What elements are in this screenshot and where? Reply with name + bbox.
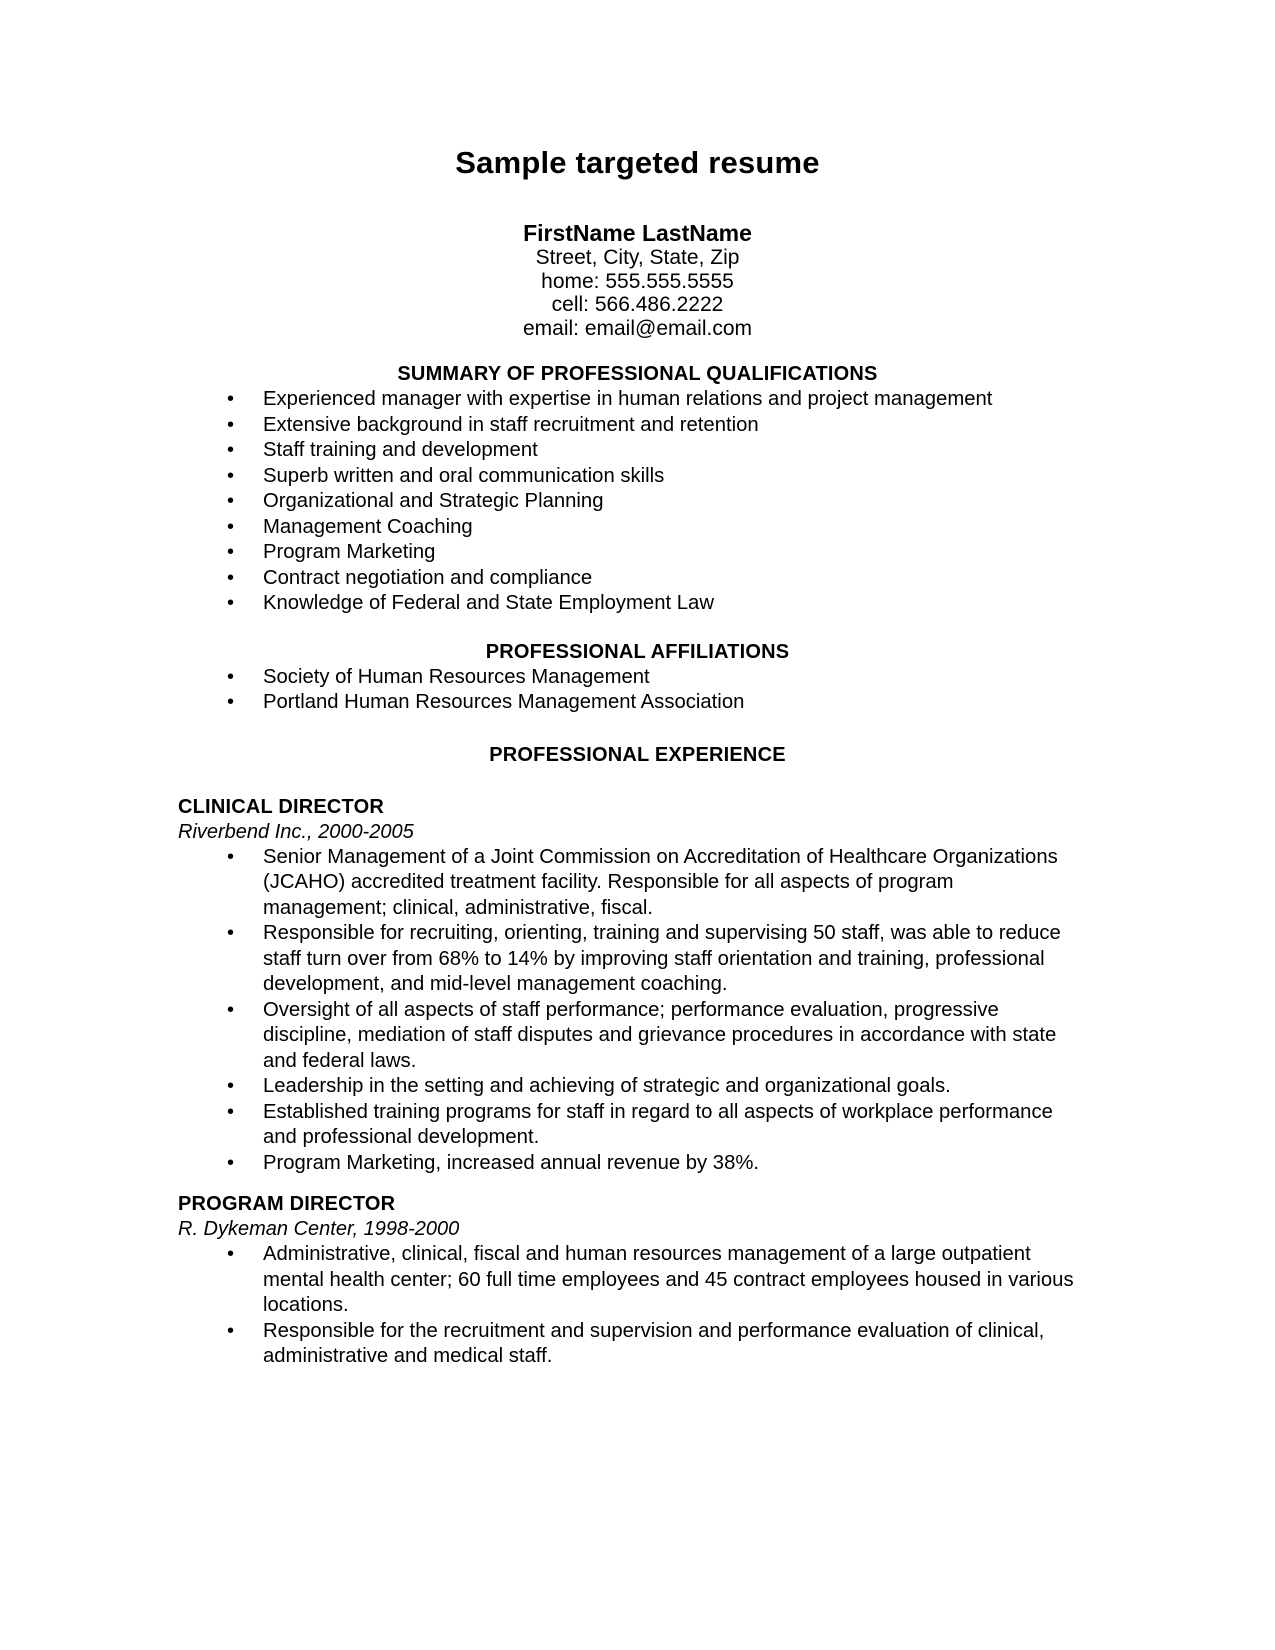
bullet-icon: • <box>227 464 235 487</box>
bullet-icon: • <box>227 413 235 436</box>
bullet-text: Management Coaching <box>263 515 473 538</box>
bullet-icon: • <box>227 1243 235 1265</box>
list-item <box>178 690 1097 716</box>
bullet-text: Experienced manager with expertise in human relations and project management <box>263 388 993 410</box>
bullet-text: Responsible for recruiting, orienting, training and supervising 50 staff, was able to reduce staff turn over from 68% to 14% by improving staff orientation and training, professional development, and mid-level management coaching. <box>263 922 1061 995</box>
bullet-icon: • <box>227 998 235 1021</box>
job-clinical-director <box>178 795 1097 1177</box>
list-item <box>178 998 1097 1075</box>
job-title: PROGRAM DIRECTOR <box>178 1193 396 1215</box>
list-item <box>178 1100 1097 1151</box>
list-item <box>178 921 1097 998</box>
bullet-text: Knowledge of Federal and State Employment Law <box>263 592 714 614</box>
bullet-icon: • <box>227 922 235 944</box>
bullet-text: Portland Human Resources Management Association <box>263 691 745 713</box>
page-title: Sample targeted resume <box>455 145 820 180</box>
bullet-icon: • <box>227 1151 235 1174</box>
list-item <box>178 1074 1097 1100</box>
list-item <box>178 665 1097 691</box>
bullet-text: Program Marketing <box>263 541 436 563</box>
contact-cell-phone: cell: 566.486.2222 <box>551 293 724 316</box>
list-item <box>178 1151 1097 1177</box>
list-item <box>178 591 1097 617</box>
bullet-icon: • <box>227 845 235 868</box>
contact-name: FirstName LastName <box>523 220 752 246</box>
summary-list <box>178 387 1097 617</box>
list-item <box>178 387 1097 413</box>
list-item <box>178 438 1097 464</box>
bullet-text: Program Marketing, increased annual revenue by 38%. <box>263 1151 760 1174</box>
list-item <box>178 413 1097 439</box>
bullet-icon: • <box>227 439 235 461</box>
bullet-text: Organizational and Strategic Planning <box>263 490 604 512</box>
job-bullet-list <box>178 1242 1097 1370</box>
bullet-icon: • <box>227 1319 235 1342</box>
contact-home-phone: home: 555.555.5555 <box>541 269 734 293</box>
list-item <box>178 464 1097 490</box>
bullet-text: Responsible for the recruitment and supervision and performance evaluation of clinical, administrative and medical staff. <box>263 1319 1045 1367</box>
affiliations-list <box>178 665 1097 716</box>
list-item <box>178 540 1097 566</box>
job-title: CLINICAL DIRECTOR <box>178 795 384 818</box>
list-item <box>178 1242 1097 1319</box>
bullet-icon: • <box>227 1075 235 1097</box>
bullet-text: Contract negotiation and compliance <box>263 566 593 589</box>
bullet-text: Staff training and development <box>263 439 538 461</box>
bullet-text: Superb written and oral communication skills <box>263 464 665 487</box>
bullet-icon: • <box>227 1100 235 1123</box>
section-heading-summary: SUMMARY OF PROFESSIONAL QUALIFICATIONS <box>397 363 878 385</box>
job-company: Riverbend Inc., 2000-2005 <box>178 820 414 843</box>
bullet-icon: • <box>227 566 235 589</box>
bullet-text: Leadership in the setting and achieving of strategic and organizational goals. <box>263 1075 951 1097</box>
resume-content <box>178 145 1097 1370</box>
job-program-director <box>178 1192 1097 1370</box>
job-company: R. Dykeman Center, 1998-2000 <box>178 1218 460 1240</box>
bullet-icon: • <box>227 541 235 563</box>
bullet-icon: • <box>227 592 235 614</box>
section-heading-experience: PROFESSIONAL EXPERIENCE <box>489 743 786 766</box>
bullet-text: Senior Management of a Joint Commission on Accreditation of Healthcare Organizations (JCAHO) accredited treatment facility. Responsible for all aspects of program management; clinical, administrative, fiscal. <box>263 845 1058 919</box>
bullet-text: Society of Human Resources Management <box>263 665 650 688</box>
list-item <box>178 845 1097 922</box>
bullet-text: Established training programs for staff in regard to all aspects of workplace performance and professional development. <box>263 1100 1053 1148</box>
bullet-text: Extensive background in staff recruitment and retention <box>263 413 759 436</box>
list-item <box>178 566 1097 592</box>
list-item <box>178 489 1097 515</box>
bullet-icon: • <box>227 515 235 538</box>
bullet-icon: • <box>227 388 235 410</box>
contact-email: email: email@email.com <box>522 316 753 340</box>
bullet-text: Oversight of all aspects of staff performance; performance evaluation, progressive discipline, mediation of staff disputes and grievance procedures in accordance with state and federal laws. <box>263 998 1057 1072</box>
bullet-icon: • <box>227 490 235 512</box>
bullet-icon: • <box>227 691 235 713</box>
section-heading-affiliations: PROFESSIONAL AFFILIATIONS <box>485 640 790 663</box>
job-bullet-list <box>178 845 1097 1177</box>
contact-block <box>178 220 1097 340</box>
contact-address: Street, City, State, Zip <box>535 246 740 269</box>
bullet-text: Administrative, clinical, fiscal and human resources management of a large outpatient mental health center; 60 full time employees and 45 contract employees housed in various locations. <box>263 1243 1074 1316</box>
list-item <box>178 1319 1097 1370</box>
bullet-icon: • <box>227 665 235 688</box>
list-item <box>178 515 1097 541</box>
